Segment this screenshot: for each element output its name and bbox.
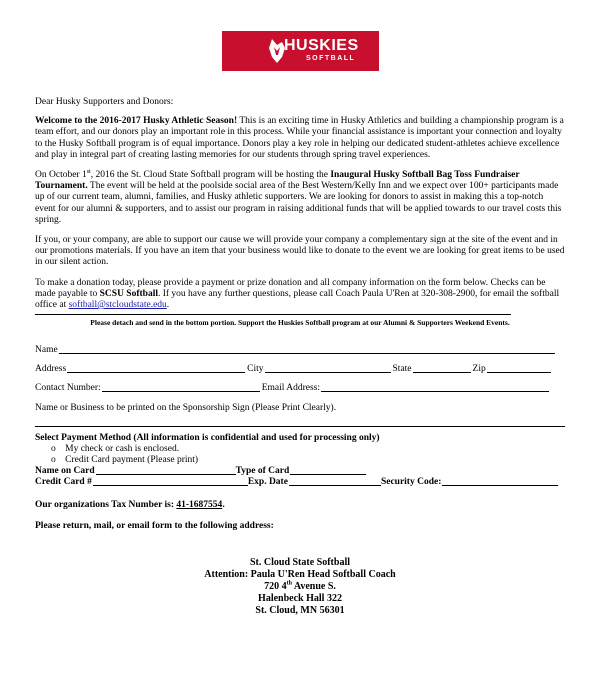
name-on-card-field[interactable]: [96, 465, 236, 475]
security-code-label: Security Code:: [380, 476, 442, 487]
sign-note-row: [35, 398, 565, 414]
option-check-label: My check or cash is enclosed.: [65, 444, 180, 455]
mailing-address: [35, 557, 565, 617]
radio-circle-icon[interactable]: o: [51, 444, 56, 455]
address-line-4: Halenbeck Hall 322: [258, 592, 342, 604]
tax-number: [35, 500, 565, 511]
state-field[interactable]: [413, 363, 471, 373]
email-link[interactable]: softball@stcloudstate.edu: [68, 300, 167, 311]
credit-card-label: Credit Card #: [35, 476, 92, 487]
address-line-3-pre: 720 4: [264, 580, 287, 592]
exp-date-label: Exp. Date: [247, 476, 288, 487]
address-line-1: St. Cloud State Softball: [249, 556, 350, 568]
name-row: [35, 340, 565, 356]
email-address-label: Email Address:: [261, 382, 321, 393]
card-number-row: [35, 477, 565, 488]
security-code-field[interactable]: [442, 476, 558, 486]
city-field[interactable]: [265, 363, 391, 373]
name-field[interactable]: [59, 344, 555, 354]
email-address-field[interactable]: [321, 382, 549, 392]
credit-card-field[interactable]: [93, 476, 248, 486]
address-line-3: [35, 581, 565, 593]
letter-body: [35, 97, 565, 617]
exp-date-field[interactable]: [289, 476, 381, 486]
greeting: Dear Husky Supporters and Donors:: [35, 97, 174, 107]
logo-text: HUSKIES: [284, 37, 359, 54]
event-date-pre: On October 1: [35, 170, 87, 181]
welcome-text: This is an exciting time in Husky Athletics and building a championship program is a team effort, and our donors play an important role in this process. While your financial assistance is important your connection and loyalty to the Husky Softball program is of equal importance. Donors play a key role in helping our dedicated student-athletes achieve excellence and play in integral part of creating lasting memories for our students through spring travel experiences.: [35, 116, 564, 160]
address-label: Address: [35, 363, 67, 374]
event-text: The event will be held at the poolside social area of the Best Western/Kelly Inn and we expect over 100+ participants made up of our current team, alumni, families, and Husky athletic supporters. We are looking for donors to assist in making this a top-notch event for our alumni & supporters, and to assist our program in raising additional funds that will be applied towards to our travel costs this spring.: [35, 181, 562, 225]
payment-heading: Select Payment Method (All information is confidential and used for processing only): [35, 433, 380, 444]
paragraph-donation: [35, 278, 565, 312]
paragraph-welcome: [35, 116, 565, 161]
address-field[interactable]: [67, 363, 245, 373]
state-label: State: [392, 363, 412, 374]
address-line-3-sup: th: [286, 580, 292, 587]
paragraph-event: [35, 170, 565, 226]
event-title: Inaugural Husky Softball Bag Toss Fundraiser Tournament.: [35, 170, 520, 192]
return-note: Please return, mail, or email form to the following address:: [35, 521, 274, 532]
payable-to: SCSU Softball: [99, 288, 158, 299]
contact-number-label: Contact Number:: [35, 382, 101, 393]
address-line-5: St. Cloud, MN 56301: [255, 604, 345, 616]
donation-text-2: . If you have any further questions, please call Coach Paula U'Ren at 320-308-2900, for email the softball office at: [35, 288, 560, 311]
detach-line: [35, 314, 511, 315]
name-on-card-label: Name on Card: [35, 465, 95, 476]
donation-end: .: [166, 300, 170, 311]
city-label: City: [247, 363, 264, 374]
tax-label: Our organizations Tax Number is:: [35, 500, 177, 511]
option-check[interactable]: [35, 444, 565, 455]
huskies-softball-logo: [222, 31, 379, 71]
paragraph-support: If you, or your company, are able to support our cause we will provide your company a complementary sign at the site of the event and in our promotions materials. If you have an item that your business would like to donate to the event we are looking for great items to be used in our silent action.: [35, 235, 565, 268]
donation-text-1: To make a donation today, please provide a payment or prize donation and all company information on the form below. Checks can be made payable to: [35, 277, 546, 299]
tax-end: .: [222, 500, 225, 511]
zip-field[interactable]: [487, 363, 551, 373]
event-date-mid: , 2016 the St. Cloud State Softball program will be hosting the: [90, 170, 331, 181]
contact-number-field[interactable]: [102, 382, 260, 392]
detach-note: Please detach and send in the bottom portion. Support the Huskies Softball program at our Alumni & Supporters Weekend Events.: [90, 318, 510, 328]
address-line-2: Attention: Paula U'Ren Head Softball Coach: [204, 568, 396, 580]
welcome-bold: Welcome to the 2016-2017 Husky Athletic Season!: [35, 116, 238, 127]
option-card-label: Credit Card payment (Please print): [65, 455, 199, 466]
zip-label: Zip: [472, 363, 486, 374]
type-of-card-label: Type of Card: [235, 465, 290, 476]
name-label: Name: [35, 344, 58, 355]
tax-number-value: 41-1687554: [176, 500, 223, 511]
address-row: [35, 359, 565, 375]
logo-subtext: SOFTBALL: [306, 55, 356, 62]
event-date-sup: st: [86, 168, 91, 175]
radio-circle-icon[interactable]: o: [51, 455, 56, 466]
sign-note: Name or Business to be printed on the Sponsorship Sign (Please Print Clearly).: [35, 402, 337, 413]
contact-row: [35, 378, 565, 394]
address-line-3-post: Avenue S.: [291, 580, 336, 592]
payment-separator: [35, 426, 565, 427]
type-of-card-field[interactable]: [290, 465, 366, 475]
